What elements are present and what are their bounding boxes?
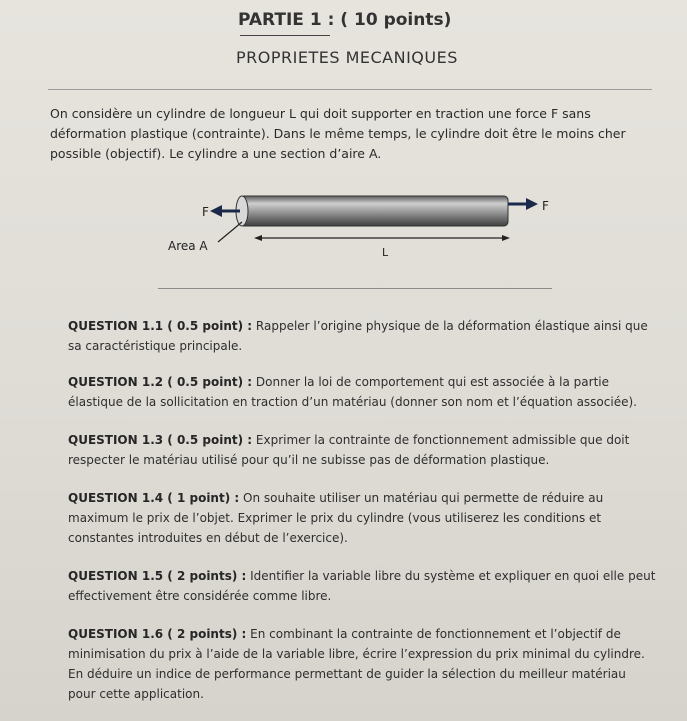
question-1-6-line-4: pour cette application.	[68, 687, 204, 701]
question-1-1-line-1	[68, 316, 668, 336]
question-1-4-label: QUESTION 1.4 ( 1 point) :	[68, 491, 240, 505]
divider-figure	[158, 288, 552, 289]
question-1-3-label: QUESTION 1.3 ( 0.5 point) :	[68, 433, 253, 447]
cylinder-body	[240, 196, 508, 226]
question-1-5-label: QUESTION 1.5 ( 2 points) :	[68, 569, 247, 583]
question-1-4-line-2: maximum le prix de l’objet. Exprimer le prix du cylindre (vous utiliserez les conditions et	[68, 511, 602, 525]
intro-line-2: déformation plastique (contrainte). Dans le même temps, le cylindre doit être le moins cher	[50, 126, 626, 141]
section-subtitle: PROPRIETES MECANIQUES	[236, 48, 458, 67]
question-1-3-line-2: respecter le matériau utilisé pour qu’il ne subisse pas de déformation plastique.	[68, 453, 550, 467]
question-1-1-line-2: sa caractéristique principale.	[68, 339, 243, 353]
page-title: PARTIE 1 : ( 10 points)	[238, 10, 452, 30]
question-1-2-label: QUESTION 1.2 ( 0.5 point) :	[68, 375, 253, 389]
question-1-2-text: Donner la loi de comportement qui est associée à la partie	[255, 375, 610, 389]
intro-line-3: possible (objectif). Le cylindre a une section d’aire A.	[50, 146, 382, 161]
question-1-1-text: Rappeler l’origine physique de la déformation élastique ainsi que	[255, 319, 648, 333]
length-label: L	[382, 246, 389, 259]
question-1-6-label: QUESTION 1.6 ( 2 points) :	[68, 627, 247, 641]
divider-top	[48, 89, 652, 90]
question-1-1-label: QUESTION 1.1 ( 0.5 point) :	[68, 319, 253, 333]
intro-line-1: On considère un cylindre de longueur L qui doit supporter en traction une force F sans	[50, 106, 591, 121]
area-label: Area A	[168, 239, 208, 253]
force-arrowhead-right-icon	[526, 198, 538, 210]
question-1-6-line-2: minimisation du prix à l’aide de la variable libre, écrire l’expression du prix minimal du cylindre.	[68, 647, 645, 661]
question-1-3-text: Exprimer la contrainte de fonctionnement admissible que doit	[255, 433, 630, 447]
area-pointer-line	[218, 222, 242, 242]
force-label-right: F	[542, 199, 549, 213]
question-1-4-text: On souhaite utiliser un matériau qui permette de réduire au	[243, 491, 604, 505]
length-arrowhead-right-icon	[502, 235, 510, 241]
question-1-4-line-1	[68, 488, 668, 508]
question-1-4-line-3: constantes introduites en début de l’exercice).	[68, 531, 348, 545]
question-1-2-line-2: élastique de la sollicitation en traction d’un matériau (donner son nom et l’équation associée).	[68, 395, 637, 409]
title-underline	[240, 35, 330, 36]
question-1-6-line-1	[68, 624, 668, 644]
force-label-left: F	[202, 205, 209, 219]
force-arrowhead-left-icon	[210, 205, 222, 217]
question-1-6-line-3: En déduire un indice de performance permettant de guider la sélection du meilleur matériau	[68, 667, 626, 681]
question-1-5-line-1	[68, 566, 668, 586]
cylinder-figure	[150, 190, 570, 270]
question-1-2-line-1	[68, 372, 668, 392]
question-1-6-text: En combinant la contrainte de fonctionnement et l’objectif de	[250, 627, 621, 641]
question-1-5-line-2: effectivement être considérée comme libre.	[68, 589, 332, 603]
question-1-3-line-1	[68, 430, 668, 450]
question-1-5-text: Identifier la variable libre du système et expliquer en quoi elle peut	[250, 569, 656, 583]
length-arrowhead-left-icon	[254, 235, 262, 241]
